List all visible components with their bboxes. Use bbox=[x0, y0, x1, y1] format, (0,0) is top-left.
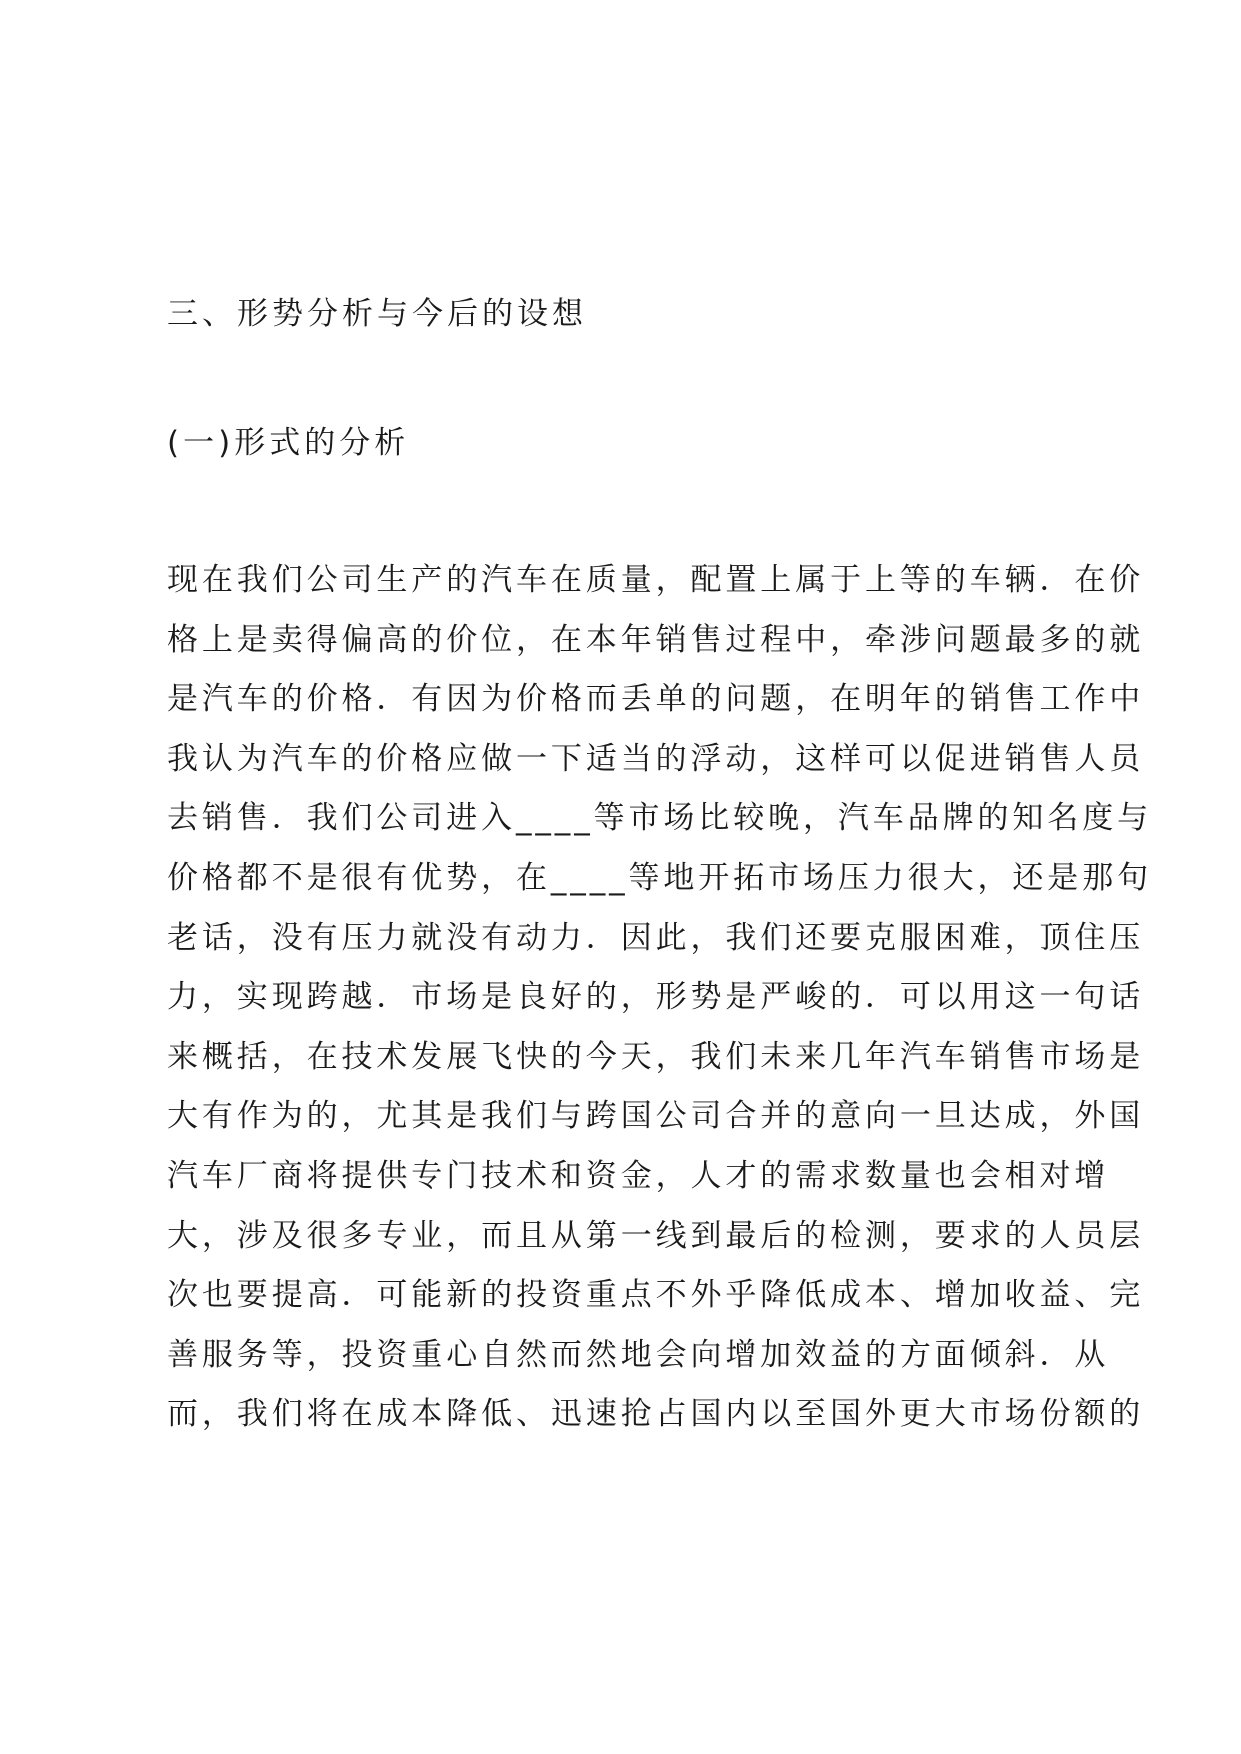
paragraph-line: 我认为汽车的价格应做一下适当的浮动，这样可以促进销售人员 bbox=[167, 740, 1145, 777]
subsection-heading: (一)形式的分析 bbox=[167, 425, 410, 461]
body-paragraph bbox=[167, 551, 1152, 1445]
section-heading: 三、形势分析与今后的设想 bbox=[167, 296, 587, 332]
paragraph-line: 汽车厂商将提供专门技术和资金，人才的需求数量也会相对增 bbox=[167, 1157, 1110, 1194]
paragraph-line: 大，涉及很多专业，而且从第一线到最后的检测，要求的人员层 bbox=[167, 1217, 1145, 1254]
paragraph-line: 力，实现跨越．市场是良好的，形势是严峻的．可以用这一句话 bbox=[167, 979, 1145, 1016]
paragraph-line: 格上是卖得偏高的价位，在本年销售过程中，牵涉问题最多的就 bbox=[167, 621, 1145, 658]
paragraph-line: 来概括，在技术发展飞快的今天，我们未来几年汽车销售市场是 bbox=[167, 1038, 1145, 1075]
paragraph-line: 现在我们公司生产的汽车在质量，配置上属于上等的车辆．在价 bbox=[167, 562, 1145, 598]
paragraph-line: 善服务等，投资重心自然而然地会向增加效益的方面倾斜．从 bbox=[167, 1336, 1110, 1373]
paragraph-line: 是汽车的价格．有因为价格而丢单的问题，在明年的销售工作中 bbox=[167, 681, 1145, 718]
paragraph-line: 而，我们将在成本降低、迅速抢占国内以至国外更大市场份额的 bbox=[167, 1396, 1145, 1433]
paragraph-line: 去销售．我们公司进入____等市场比较晚，汽车品牌的知名度与 bbox=[167, 800, 1152, 837]
paragraph-line: 大有作为的，尤其是我们与跨国公司合并的意向一旦达成，外国 bbox=[167, 1098, 1145, 1135]
paragraph-line: 次也要提高．可能新的投资重点不外乎降低成本、增加收益、完 bbox=[167, 1277, 1145, 1314]
paragraph-line: 老话，没有压力就没有动力．因此，我们还要克服困难，顶住压 bbox=[167, 919, 1145, 956]
paragraph-line: 价格都不是很有优势，在____等地开拓市场压力很大，还是那句 bbox=[167, 859, 1152, 896]
